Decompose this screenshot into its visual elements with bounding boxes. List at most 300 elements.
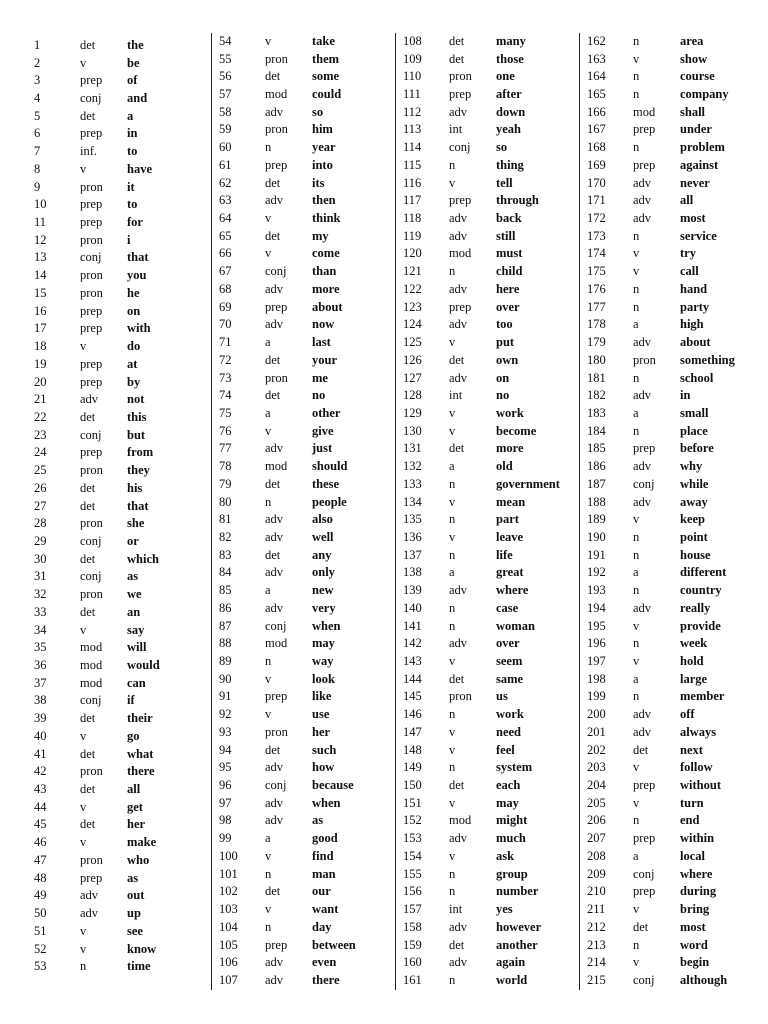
part-of-speech: mod (265, 459, 288, 474)
part-of-speech: conj (633, 972, 655, 987)
word-entry-row (34, 887, 160, 905)
word-text: good (312, 831, 338, 846)
part-of-speech: det (265, 547, 281, 562)
word-entry-row (403, 706, 560, 724)
part-of-speech: prep (633, 778, 656, 793)
part-of-speech: v (633, 512, 640, 527)
word-text: why (680, 459, 703, 474)
word-entry-row (219, 405, 356, 423)
part-of-speech: n (633, 813, 640, 828)
rank-number: 20 (34, 374, 47, 389)
rank-number: 203 (587, 760, 606, 775)
word-text: how (312, 760, 335, 775)
rank-number: 169 (587, 157, 606, 172)
word-text: country (680, 583, 722, 598)
rank-number: 209 (587, 866, 606, 881)
part-of-speech: conj (80, 427, 102, 442)
rank-number: 201 (587, 724, 606, 739)
part-of-speech: pron (265, 51, 288, 66)
part-of-speech: det (80, 37, 96, 52)
word-text: between (312, 937, 356, 952)
word-text: work (496, 405, 524, 420)
word-entry-row (34, 763, 160, 781)
word-entry-row (34, 178, 160, 196)
part-of-speech: adv (449, 211, 468, 226)
word-text: want (312, 902, 339, 917)
part-of-speech: prep (449, 193, 472, 208)
word-entry-row (587, 617, 735, 635)
word-entry-row (219, 86, 356, 104)
rank-number: 5 (34, 108, 41, 123)
rank-number: 92 (219, 707, 232, 722)
rank-number: 89 (219, 654, 232, 669)
word-text: become (496, 423, 537, 438)
part-of-speech: v (265, 211, 272, 226)
rank-number: 198 (587, 671, 606, 686)
part-of-speech: pron (80, 285, 103, 300)
word-text: also (312, 512, 333, 527)
rank-number: 165 (587, 87, 606, 102)
word-entry-row (219, 529, 356, 547)
word-text: last (312, 335, 331, 350)
word-text: when (312, 618, 341, 633)
rank-number: 128 (403, 388, 422, 403)
word-entry-row (219, 440, 356, 458)
rank-number: 122 (403, 281, 422, 296)
part-of-speech: v (633, 246, 640, 261)
rank-number: 163 (587, 51, 606, 66)
word-entry-row (403, 794, 560, 812)
rank-number: 14 (34, 268, 47, 283)
word-entry-row (219, 422, 356, 440)
rank-number: 6 (34, 126, 41, 141)
part-of-speech: adv (449, 317, 468, 332)
rank-number: 49 (34, 888, 47, 903)
word-column-2 (219, 33, 356, 990)
part-of-speech: prep (449, 87, 472, 102)
word-entry-row (587, 830, 735, 848)
rank-number: 141 (403, 618, 422, 633)
word-text: yes (496, 902, 513, 917)
word-entry-row (587, 298, 735, 316)
word-text: because (312, 778, 354, 793)
word-entry-row (34, 798, 160, 816)
word-entry-row (587, 50, 735, 68)
rank-number: 123 (403, 299, 422, 314)
word-entry-row (34, 728, 160, 746)
part-of-speech: n (449, 476, 456, 491)
word-entry-row (403, 670, 560, 688)
rank-number: 207 (587, 831, 606, 846)
word-text: life (496, 547, 513, 562)
rank-number: 26 (34, 480, 47, 495)
word-text: find (312, 848, 334, 863)
rank-number: 136 (403, 529, 422, 544)
rank-number: 7 (34, 144, 41, 159)
word-entry-row (219, 777, 356, 795)
word-entry-row (403, 68, 560, 86)
rank-number: 23 (34, 427, 47, 442)
word-text: service (680, 228, 717, 243)
part-of-speech: det (265, 742, 281, 757)
rank-number: 94 (219, 742, 232, 757)
part-of-speech: v (265, 33, 272, 48)
part-of-speech: adv (80, 888, 99, 903)
rank-number: 145 (403, 689, 422, 704)
word-entry-row (34, 533, 160, 551)
word-entry-row (587, 582, 735, 600)
rank-number: 147 (403, 724, 422, 739)
part-of-speech: prep (633, 122, 656, 137)
rank-number: 175 (587, 264, 606, 279)
rank-number: 173 (587, 228, 606, 243)
part-of-speech: det (265, 388, 281, 403)
part-of-speech: v (633, 51, 640, 66)
word-entry-row (587, 848, 735, 866)
rank-number: 124 (403, 317, 422, 332)
word-entry-row (34, 125, 160, 143)
rank-number: 86 (219, 600, 232, 615)
rank-number: 39 (34, 711, 47, 726)
word-text: leave (496, 529, 524, 544)
word-entry-row (403, 210, 560, 228)
part-of-speech: adv (633, 193, 652, 208)
part-of-speech: prep (80, 215, 103, 230)
word-text: them (312, 51, 340, 66)
word-text: over (496, 636, 520, 651)
part-of-speech: mod (80, 658, 103, 673)
word-text: or (127, 533, 139, 548)
rank-number: 151 (403, 795, 422, 810)
rank-number: 126 (403, 352, 422, 367)
rank-number: 73 (219, 370, 232, 385)
rank-number: 66 (219, 246, 232, 261)
part-of-speech: pron (265, 122, 288, 137)
rank-number: 8 (34, 161, 41, 176)
rank-number: 61 (219, 157, 232, 172)
word-text: own (496, 352, 519, 367)
part-of-speech: v (265, 902, 272, 917)
part-of-speech: adv (265, 512, 284, 527)
word-entry-row (34, 869, 160, 887)
word-entry-row (403, 936, 560, 954)
rank-number: 102 (219, 884, 238, 899)
word-entry-row (219, 493, 356, 511)
rank-number: 33 (34, 604, 47, 619)
part-of-speech: mod (80, 675, 103, 690)
part-of-speech: adv (80, 392, 99, 407)
word-text: work (496, 707, 524, 722)
part-of-speech: det (80, 746, 96, 761)
word-entry-row (219, 245, 356, 263)
part-of-speech: n (265, 494, 272, 509)
word-text: get (127, 799, 143, 814)
word-entry-row (587, 794, 735, 812)
part-of-speech: det (265, 476, 281, 491)
word-entry-row (587, 653, 735, 671)
word-entry-row (34, 54, 160, 72)
part-of-speech: v (265, 848, 272, 863)
word-entry-row (219, 706, 356, 724)
word-text: come (312, 246, 340, 261)
rank-number: 17 (34, 321, 47, 336)
word-text: shall (680, 104, 706, 119)
word-text: may (312, 636, 335, 651)
word-text: system (496, 760, 533, 775)
word-text: those (496, 51, 524, 66)
word-text: you (127, 268, 147, 283)
part-of-speech: mod (449, 813, 472, 828)
word-text: so (496, 140, 508, 155)
word-text: new (312, 583, 334, 598)
rank-number: 29 (34, 533, 47, 548)
rank-number: 42 (34, 764, 47, 779)
word-text: just (312, 441, 333, 456)
word-entry-row (34, 515, 160, 533)
part-of-speech: adv (265, 441, 284, 456)
word-entry-row (587, 972, 735, 990)
word-text: part (496, 512, 519, 527)
word-text: as (312, 813, 324, 828)
word-text: year (312, 140, 336, 155)
word-entry-row (34, 373, 160, 391)
word-entry-row (403, 475, 560, 493)
part-of-speech: adv (265, 795, 284, 810)
rank-number: 80 (219, 494, 232, 509)
word-text: ask (496, 848, 515, 863)
word-text: look (312, 671, 335, 686)
word-text: too (496, 317, 513, 332)
rank-number: 55 (219, 51, 232, 66)
rank-number: 53 (34, 959, 47, 974)
word-text: of (127, 73, 138, 88)
word-entry-row (219, 475, 356, 493)
word-entry-row (403, 316, 560, 334)
word-entry-row (219, 901, 356, 919)
word-text: feel (496, 742, 515, 757)
part-of-speech: adv (265, 529, 284, 544)
word-text: your (312, 352, 337, 367)
word-text: they (127, 463, 150, 478)
rank-number: 137 (403, 547, 422, 562)
word-entry-row (587, 493, 735, 511)
rank-number: 174 (587, 246, 606, 261)
part-of-speech: pron (80, 764, 103, 779)
word-entry-row (219, 954, 356, 972)
part-of-speech: mod (80, 640, 103, 655)
word-entry-row (403, 529, 560, 547)
part-of-speech: v (265, 707, 272, 722)
word-text: house (680, 547, 711, 562)
rank-number: 197 (587, 654, 606, 669)
word-entry-row (34, 710, 160, 728)
word-entry-row (403, 759, 560, 777)
word-text: but (127, 427, 146, 442)
word-text: area (680, 33, 704, 48)
word-entry-row (587, 422, 735, 440)
word-text: again (496, 955, 526, 970)
rank-number: 52 (34, 941, 47, 956)
rank-number: 108 (403, 33, 422, 48)
word-text: school (680, 370, 714, 385)
word-entry-row (219, 281, 356, 299)
word-text: like (312, 689, 332, 704)
word-text: we (127, 587, 142, 602)
word-text: out (127, 888, 145, 903)
rank-number: 82 (219, 529, 232, 544)
rank-number: 119 (403, 228, 422, 243)
word-entry-row (34, 497, 160, 515)
rank-number: 1 (34, 37, 41, 52)
word-text: which (127, 551, 159, 566)
word-text: than (312, 264, 337, 279)
part-of-speech: n (633, 529, 640, 544)
word-text: never (680, 175, 710, 190)
word-text: company (680, 87, 729, 102)
part-of-speech: pron (80, 516, 103, 531)
word-text: small (680, 405, 709, 420)
rank-number: 158 (403, 919, 422, 934)
word-entry-row (403, 635, 560, 653)
rank-number: 177 (587, 299, 606, 314)
word-text: large (680, 671, 708, 686)
word-text: call (680, 264, 699, 279)
word-entry-row (34, 922, 160, 940)
rank-number: 132 (403, 459, 422, 474)
word-text: where (680, 866, 713, 881)
rank-number: 153 (403, 831, 422, 846)
word-entry-row (587, 263, 735, 281)
part-of-speech: int (449, 122, 463, 137)
word-text: that (127, 250, 149, 265)
rank-number: 200 (587, 707, 606, 722)
word-entry-row (403, 777, 560, 795)
word-text: a (127, 108, 134, 123)
part-of-speech: adv (449, 919, 468, 934)
part-of-speech: prep (80, 870, 103, 885)
part-of-speech: pron (80, 232, 103, 247)
word-text: to (127, 144, 138, 159)
part-of-speech: n (633, 370, 640, 385)
part-of-speech: det (80, 498, 96, 513)
rank-number: 140 (403, 600, 422, 615)
word-entry-row (587, 405, 735, 423)
word-entry-row (219, 210, 356, 228)
word-entry-row (587, 86, 735, 104)
word-text: no (496, 388, 510, 403)
part-of-speech: det (449, 937, 465, 952)
part-of-speech: conj (80, 250, 102, 265)
word-entry-row (587, 936, 735, 954)
word-entry-row (587, 316, 735, 334)
rank-number: 59 (219, 122, 232, 137)
word-text: really (680, 600, 711, 615)
rank-number: 125 (403, 335, 422, 350)
rank-number: 90 (219, 671, 232, 686)
rank-number: 133 (403, 476, 422, 491)
part-of-speech: conj (449, 140, 471, 155)
word-text: yeah (496, 122, 521, 137)
rank-number: 179 (587, 335, 606, 350)
word-entry-row (403, 901, 560, 919)
word-entry-row (587, 68, 735, 86)
part-of-speech: adv (265, 813, 284, 828)
word-entry-row (403, 422, 560, 440)
word-text: still (496, 228, 516, 243)
word-entry-row (219, 972, 356, 990)
word-entry-row (403, 865, 560, 883)
part-of-speech: pron (80, 179, 103, 194)
word-text: do (127, 339, 141, 354)
part-of-speech: a (449, 459, 455, 474)
word-entry-row (34, 940, 160, 958)
rank-number: 135 (403, 512, 422, 527)
word-entry-row (219, 298, 356, 316)
rank-number: 183 (587, 405, 606, 420)
part-of-speech: adv (633, 707, 652, 722)
word-entry-row (34, 90, 160, 108)
rank-number: 76 (219, 423, 232, 438)
word-text: these (312, 476, 340, 491)
rank-number: 12 (34, 232, 47, 247)
word-text: and (127, 91, 148, 106)
rank-number: 214 (587, 955, 606, 970)
rank-number: 28 (34, 516, 47, 531)
word-entry-row (219, 227, 356, 245)
part-of-speech: det (80, 551, 96, 566)
part-of-speech: n (633, 69, 640, 84)
word-entry-row (403, 830, 560, 848)
part-of-speech: conj (80, 91, 102, 106)
rank-number: 120 (403, 246, 422, 261)
rank-number: 134 (403, 494, 422, 509)
word-entry-row (403, 139, 560, 157)
rank-number: 41 (34, 746, 47, 761)
word-text: after (496, 87, 522, 102)
rank-number: 78 (219, 459, 232, 474)
rank-number: 114 (403, 140, 422, 155)
part-of-speech: pron (80, 852, 103, 867)
word-entry-row (403, 812, 560, 830)
word-entry-row (403, 227, 560, 245)
word-entry-row (34, 657, 160, 675)
part-of-speech: v (633, 264, 640, 279)
part-of-speech: adv (265, 104, 284, 119)
part-of-speech: n (633, 937, 640, 952)
part-of-speech: prep (633, 884, 656, 899)
part-of-speech: n (633, 299, 640, 314)
rank-number: 88 (219, 636, 232, 651)
part-of-speech: det (265, 69, 281, 84)
word-entry-row (219, 582, 356, 600)
part-of-speech: int (449, 388, 463, 403)
word-text: through (496, 193, 539, 208)
part-of-speech: det (449, 33, 465, 48)
rank-number: 64 (219, 211, 232, 226)
rank-number: 154 (403, 848, 422, 863)
word-text: next (680, 742, 703, 757)
rank-number: 85 (219, 583, 232, 598)
word-text: child (496, 264, 523, 279)
part-of-speech: conj (633, 476, 655, 491)
rank-number: 34 (34, 622, 47, 637)
rank-number: 60 (219, 140, 232, 155)
word-entry-row (403, 954, 560, 972)
word-text: away (680, 494, 708, 509)
word-text: make (127, 835, 157, 850)
rank-number: 148 (403, 742, 422, 757)
part-of-speech: n (449, 618, 456, 633)
